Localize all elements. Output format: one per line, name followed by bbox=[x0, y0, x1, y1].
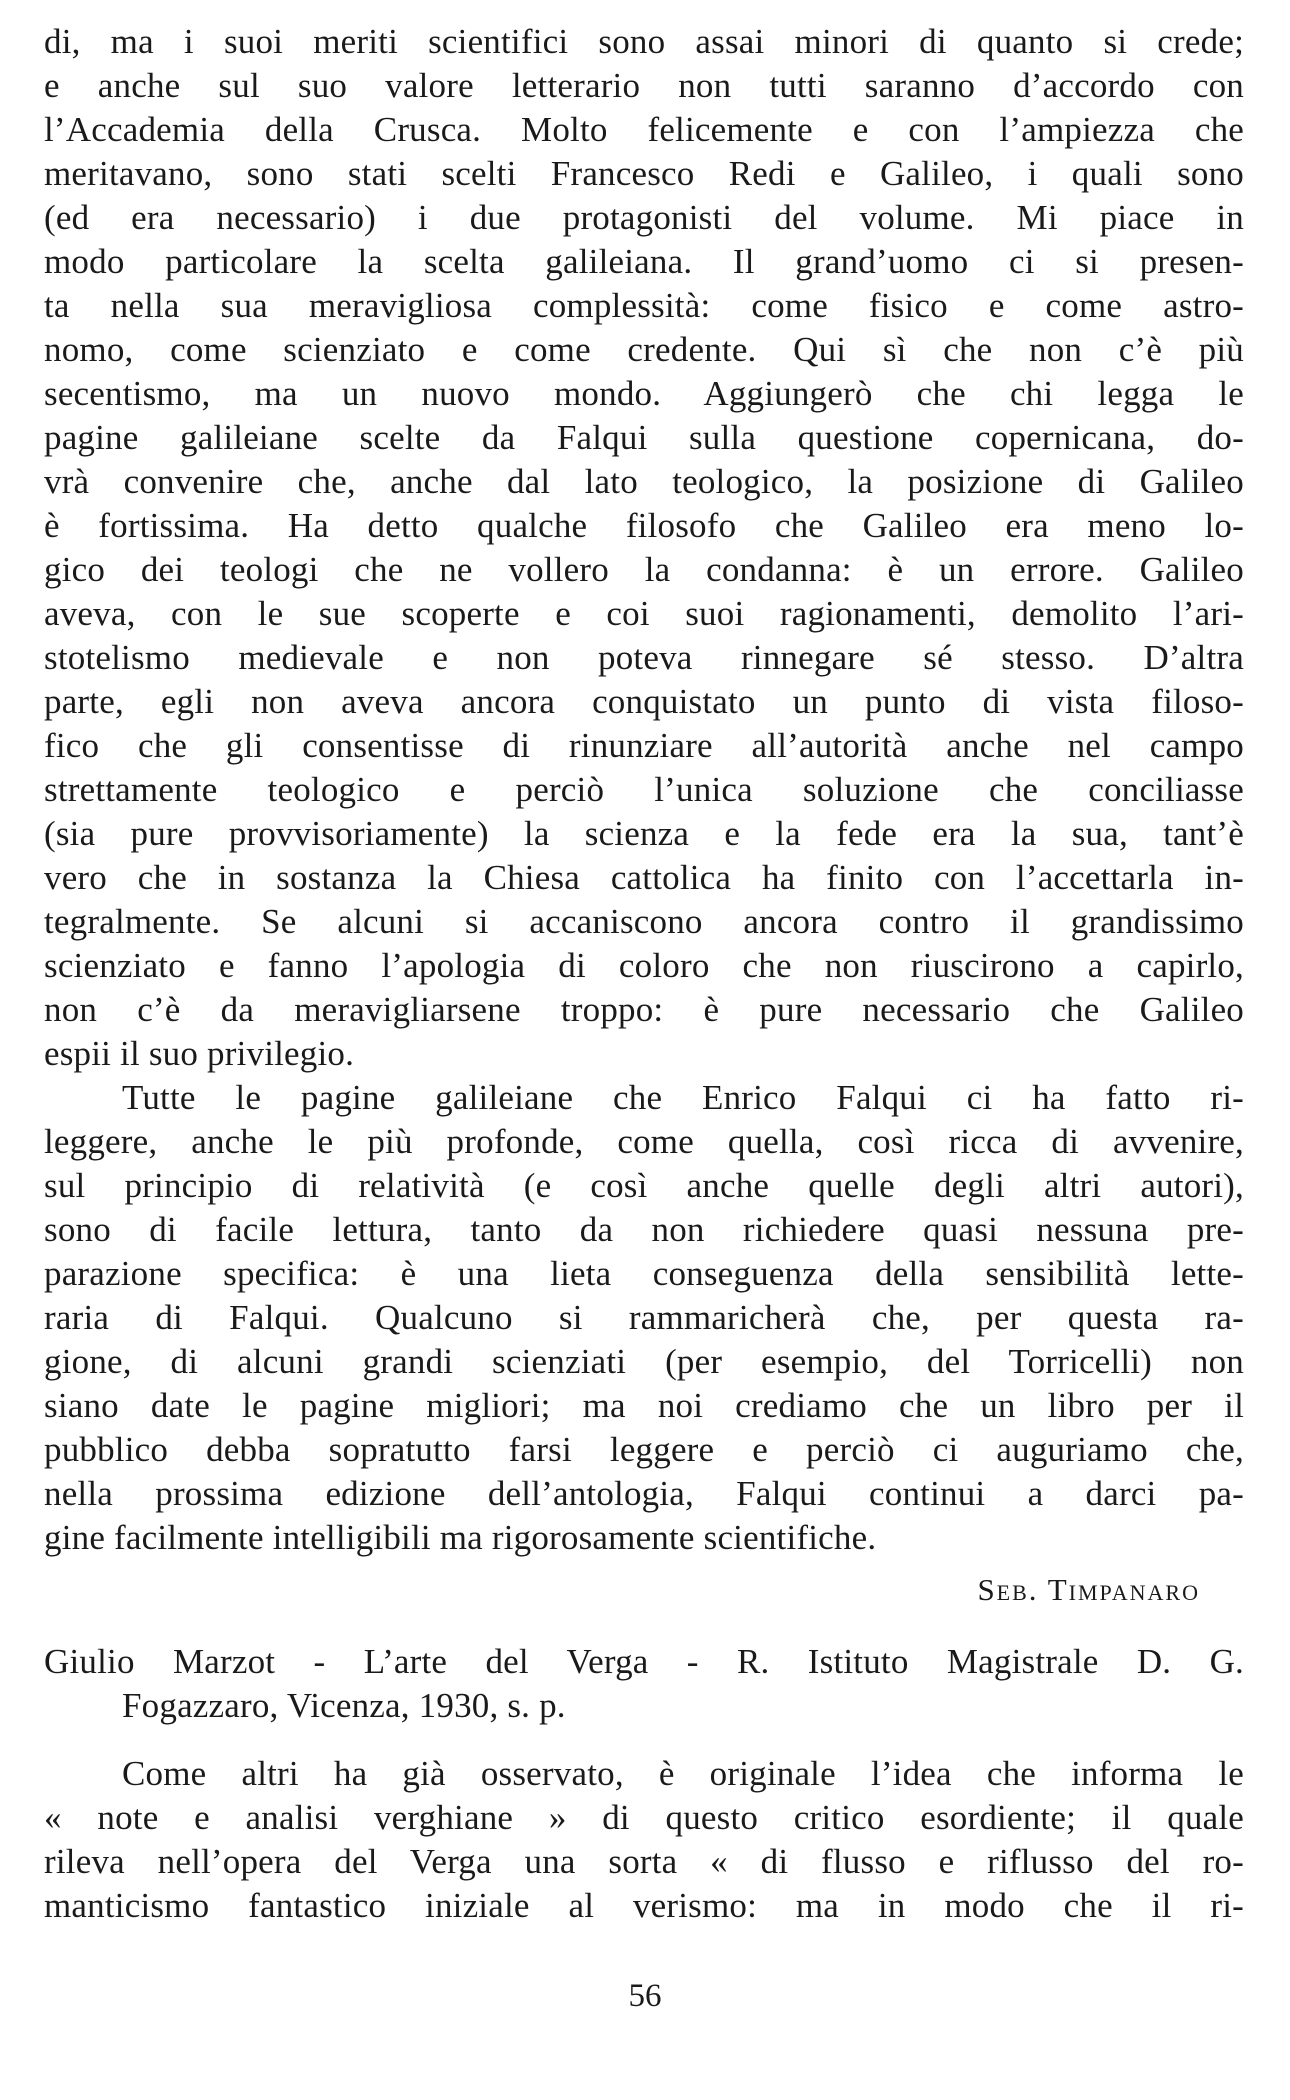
body-line: parte, egli non aveva ancora conquistato un punto di vista filoso- bbox=[44, 682, 1244, 721]
body-line: gine facilmente intelligibili ma rigorosamente scientifiche. bbox=[44, 1518, 877, 1557]
body-line: (ed era necessario) i due protagonisti del volume. Mi piace in bbox=[44, 198, 1244, 237]
body-line: l’Accademia della Crusca. Molto felicemente e con l’ampiezza che bbox=[44, 110, 1244, 149]
body-line: nella prossima edizione dell’antologia, Falqui continui a darci pa- bbox=[44, 1474, 1244, 1513]
body-line: meritavano, sono stati scelti Francesco Redi e Galileo, i quali sono bbox=[44, 154, 1244, 193]
body-line: sono di facile lettura, tanto da non richiedere quasi nessuna pre- bbox=[44, 1210, 1244, 1249]
body-line: raria di Falqui. Qualcuno si rammaricherà che, per questa ra- bbox=[44, 1298, 1244, 1337]
body-line: di, ma i suoi meriti scientifici sono assai minori di quanto si crede; bbox=[44, 22, 1244, 61]
body-line: ta nella sua meravigliosa complessità: come fisico e come astro- bbox=[44, 286, 1244, 325]
review-line: Come altri ha già osservato, è originale l’idea che informa le bbox=[122, 1754, 1244, 1793]
author-signature: Seb. Timpanaro bbox=[977, 1572, 1200, 1607]
body-line: vero che in sostanza la Chiesa cattolica ha finito con l’accettarla in- bbox=[44, 858, 1244, 897]
body-line: gico dei teologi che ne vollero la condanna: è un errore. Galileo bbox=[44, 550, 1244, 589]
review-line: manticismo fantastico iniziale al verismo: ma in modo che il ri- bbox=[44, 1886, 1244, 1925]
review-heading: Giulio Marzot - L’arte del Verga - R. Istituto Magistrale D. G. bbox=[44, 1642, 1244, 1681]
body-line: parazione specifica: è una lieta conseguenza della sensibilità lette- bbox=[44, 1254, 1244, 1293]
body-line: e anche sul suo valore letterario non tutti saranno d’accordo con bbox=[44, 66, 1244, 105]
body-line: stotelismo medievale e non poteva rinnegare sé stesso. D’altra bbox=[44, 638, 1244, 677]
body-line: Tutte le pagine galileiane che Enrico Falqui ci ha fatto ri- bbox=[122, 1078, 1244, 1117]
review-line: « note e analisi verghiane » di questo critico esordiente; il quale bbox=[44, 1798, 1244, 1837]
body-line: leggere, anche le più profonde, come quella, così ricca di avvenire, bbox=[44, 1122, 1244, 1161]
body-line: modo particolare la scelta galileiana. Il grand’uomo ci si presen- bbox=[44, 242, 1244, 281]
body-line: nomo, come scienziato e come credente. Qui sì che non c’è più bbox=[44, 330, 1244, 369]
body-line: aveva, con le sue scoperte e coi suoi ragionamenti, demolito l’ari- bbox=[44, 594, 1244, 633]
review-line: rileva nell’opera del Verga una sorta « di flusso e riflusso del ro- bbox=[44, 1842, 1244, 1881]
body-line: sul principio di relatività (e così anche quelle degli altri autori), bbox=[44, 1166, 1244, 1205]
body-line: secentismo, ma un nuovo mondo. Aggiungerò che chi legga le bbox=[44, 374, 1244, 413]
page-number: 56 bbox=[628, 1978, 662, 2014]
body-line: fico che gli consentisse di rinunziare all’autorità anche nel campo bbox=[44, 726, 1244, 765]
review-heading-continuation: Fogazzaro, Vicenza, 1930, s. p. bbox=[122, 1686, 566, 1725]
body-line: non c’è da meravigliarsene troppo: è pure necessario che Galileo bbox=[44, 990, 1244, 1029]
body-line: espii il suo privilegio. bbox=[44, 1034, 355, 1073]
body-line: siano date le pagine migliori; ma noi crediamo che un libro per il bbox=[44, 1386, 1244, 1425]
body-line: è fortissima. Ha detto qualche filosofo che Galileo era meno lo- bbox=[44, 506, 1244, 545]
body-line: vrà convenire che, anche dal lato teologico, la posizione di Galileo bbox=[44, 462, 1244, 501]
body-line: pubblico debba sopratutto farsi leggere e perciò ci auguriamo che, bbox=[44, 1430, 1244, 1469]
body-line: gione, di alcuni grandi scienziati (per esempio, del Torricelli) non bbox=[44, 1342, 1244, 1381]
body-line: (sia pure provvisoriamente) la scienza e la fede era la sua, tant’è bbox=[44, 814, 1244, 853]
body-line: strettamente teologico e perciò l’unica soluzione che conciliasse bbox=[44, 770, 1244, 809]
body-line: tegralmente. Se alcuni si accaniscono ancora contro il grandissimo bbox=[44, 902, 1244, 941]
body-line: scienziato e fanno l’apologia di coloro che non riuscirono a capirlo, bbox=[44, 946, 1244, 985]
body-line: pagine galileiane scelte da Falqui sulla questione copernicana, do- bbox=[44, 418, 1244, 457]
